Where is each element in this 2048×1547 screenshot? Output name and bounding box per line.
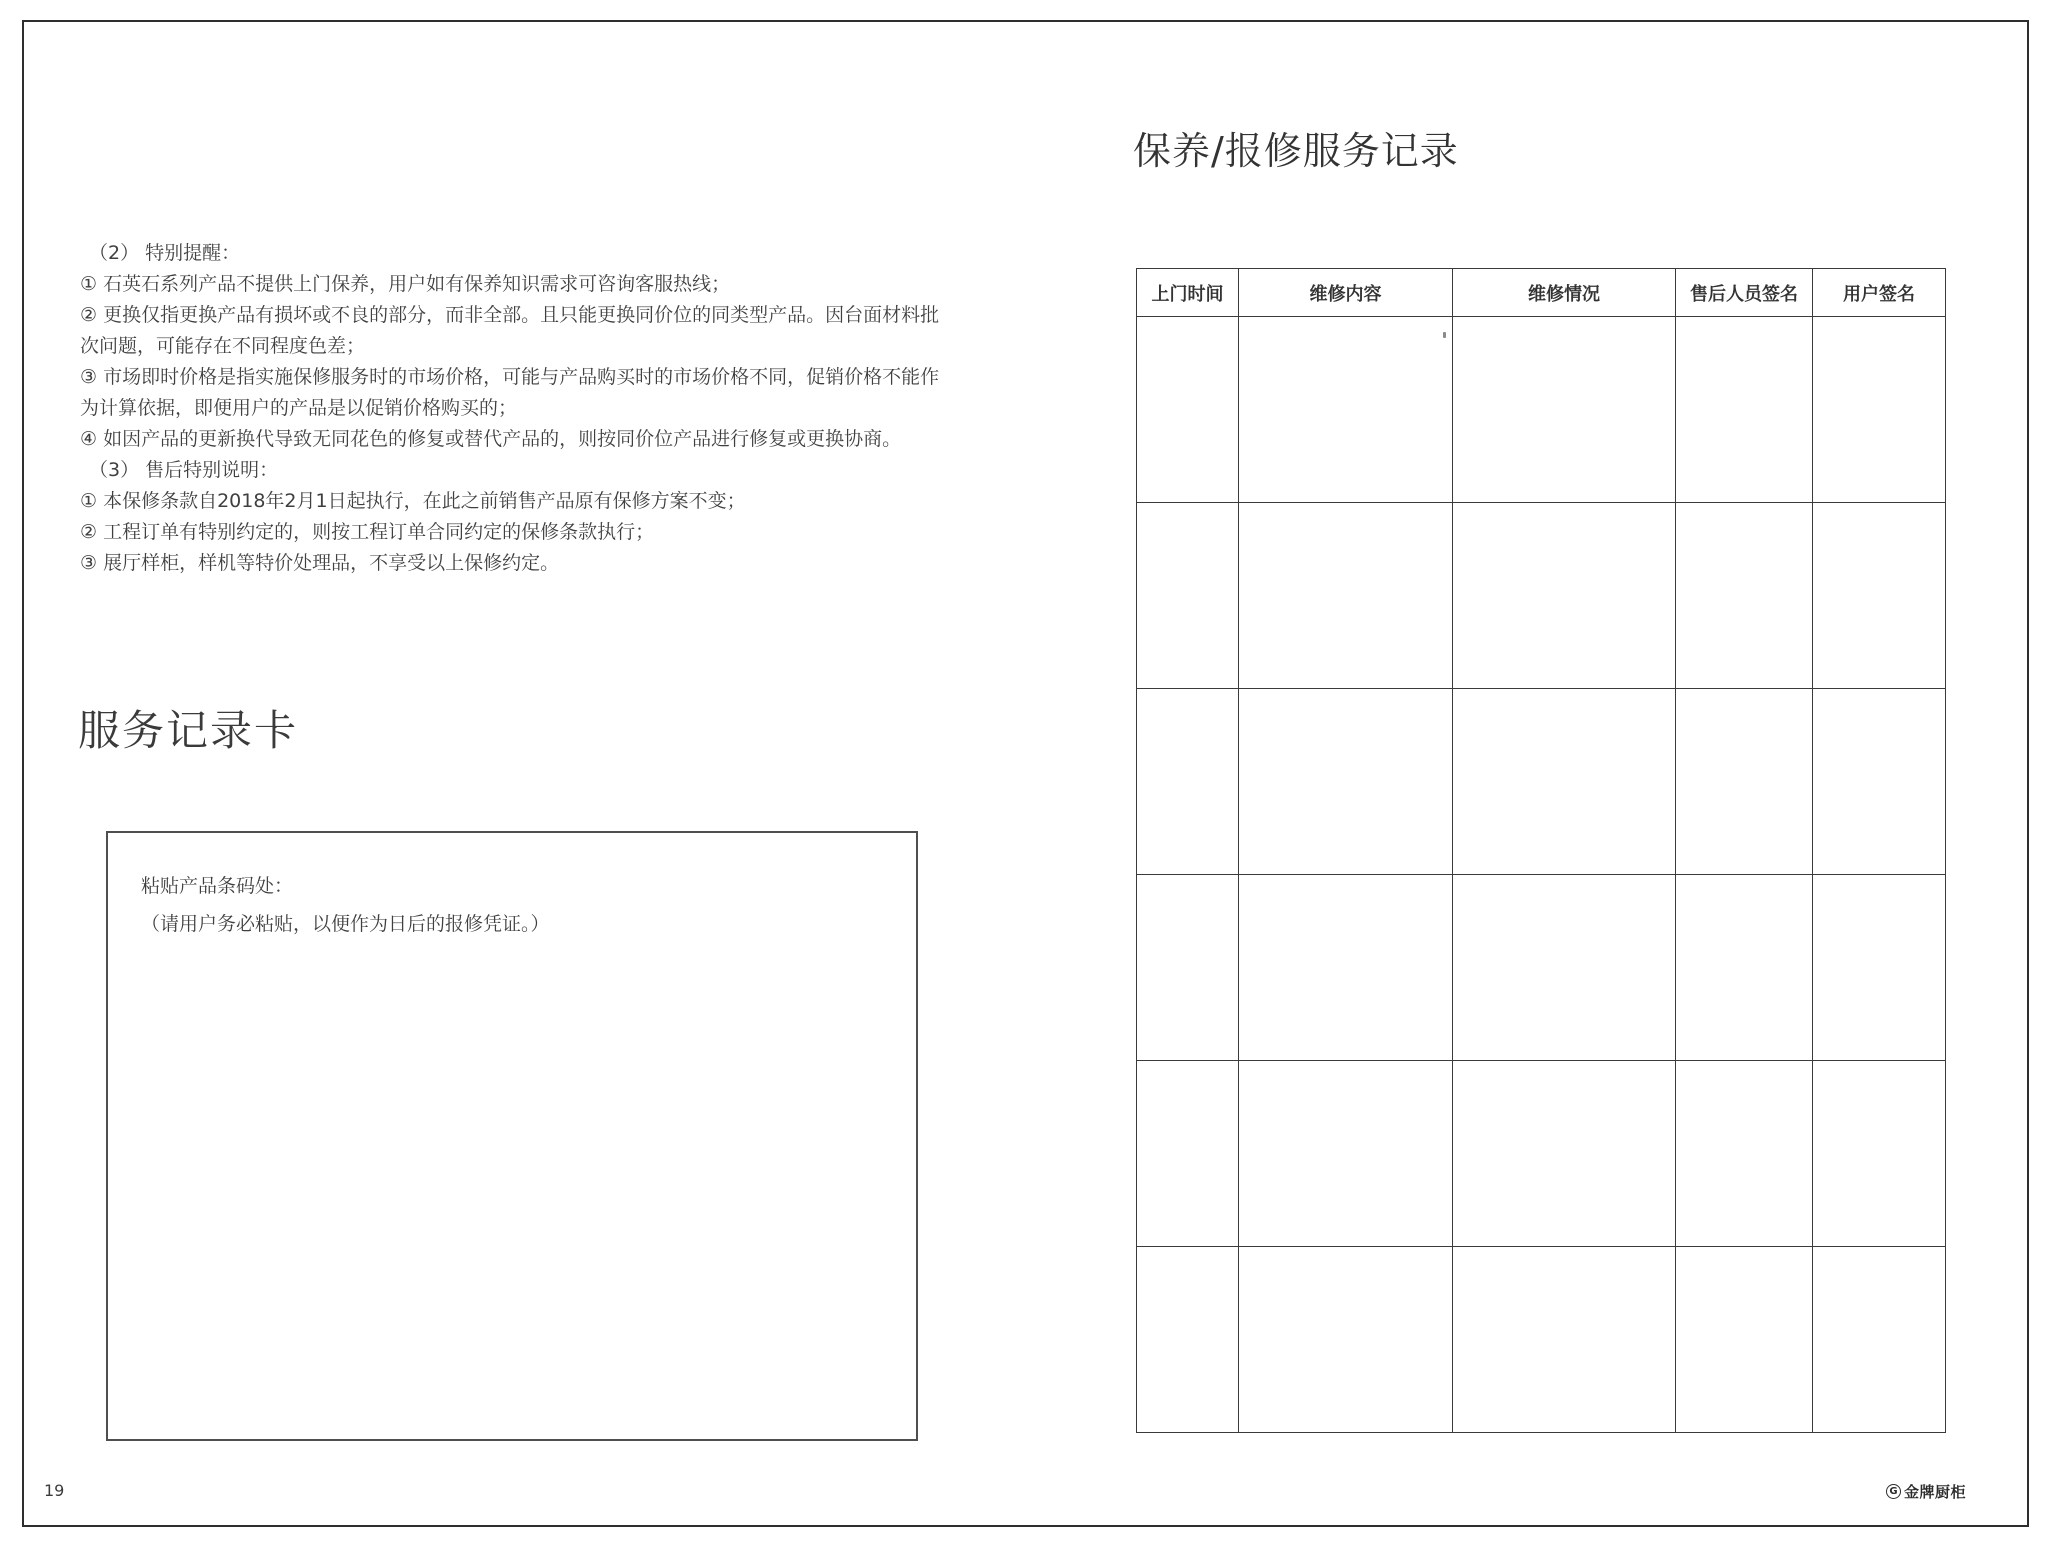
table-cell — [1453, 875, 1676, 1061]
table-cell — [1453, 503, 1676, 689]
table-header-cell: 维修内容 — [1239, 269, 1453, 317]
table-cell — [1453, 689, 1676, 875]
table-cell — [1137, 503, 1239, 689]
table-cell — [1137, 317, 1239, 503]
table-cell — [1239, 1247, 1453, 1433]
notes-line: ① 石英石系列产品不提供上门保养，用户如有保养知识需求可咨询客服热线； — [80, 273, 731, 295]
service-table-body — [1137, 317, 1946, 1433]
table-cell — [1676, 875, 1813, 1061]
table-header-cell: 售后人员签名 — [1676, 269, 1813, 317]
table-cell — [1676, 1061, 1813, 1247]
notes-line: ② 工程订单有特别约定的，则按工程订单合同约定的保修条款执行； — [80, 521, 655, 543]
brand-name: 金牌厨柜 — [1904, 1483, 1967, 1501]
brand-g-icon: G — [1886, 1484, 1901, 1499]
table-cell — [1453, 1247, 1676, 1433]
table-row — [1137, 1061, 1946, 1247]
table-header-cell: 用户签名 — [1813, 269, 1946, 317]
table-cell — [1813, 1061, 1946, 1247]
service-record-card-heading: 服务记录卡 — [78, 706, 299, 755]
barcode-box-note: （请用户务必粘贴，以便作为日后的报修凭证。） — [141, 913, 550, 935]
table-cell — [1453, 317, 1676, 503]
table-cell — [1137, 875, 1239, 1061]
brand-logo — [1886, 1481, 1966, 1502]
table-cell — [1813, 1247, 1946, 1433]
notes-block — [80, 238, 960, 579]
table-cell — [1239, 875, 1453, 1061]
table-row — [1137, 503, 1946, 689]
table-cell — [1676, 503, 1813, 689]
table-row — [1137, 1247, 1946, 1433]
table-cell — [1676, 1247, 1813, 1433]
notes-line: （3） 售后特别说明： — [89, 459, 279, 481]
maintenance-record-title: 保养/报修服务记录 — [1133, 129, 1459, 173]
table-cell — [1813, 317, 1946, 503]
notes-line: ① 本保修条款自2018年2月1日起执行，在此之前销售产品原有保修方案不变； — [80, 490, 746, 512]
page-number: 19 — [44, 1481, 65, 1500]
barcode-box-label: 粘贴产品条码处： — [141, 875, 294, 897]
table-cell — [1453, 1061, 1676, 1247]
barcode-box-inner — [108, 833, 916, 943]
table-cell — [1813, 503, 1946, 689]
table-cell — [1239, 317, 1453, 503]
table-cell — [1137, 1247, 1239, 1433]
notes-line: ③ 市场即时价格是指实施保修服务时的市场价格，可能与产品购买时的市场价格不同，促销价格不能作 — [80, 366, 940, 388]
table-header-cell: 上门时间 — [1137, 269, 1239, 317]
table-cell — [1137, 1061, 1239, 1247]
table-cell — [1676, 317, 1813, 503]
notes-line: 为计算依据，即便用户的产品是以促销价格购买的； — [80, 397, 518, 419]
table-cell — [1813, 875, 1946, 1061]
table-row — [1137, 689, 1946, 875]
table-cell — [1239, 1061, 1453, 1247]
notes-line: ③ 展厅样柜，样机等特价处理品，不享受以上保修约定。 — [80, 552, 560, 574]
service-table-header-row — [1137, 269, 1946, 317]
table-row — [1137, 875, 1946, 1061]
print-artifact-dot — [1443, 332, 1446, 338]
service-table — [1136, 268, 1946, 1433]
table-cell — [1813, 689, 1946, 875]
notes-line: （2） 特别提醒： — [89, 242, 241, 264]
table-cell — [1137, 689, 1239, 875]
table-cell — [1676, 689, 1813, 875]
notes-line: ④ 如因产品的更新换代导致无同花色的修复或替代产品的，则按同价位产品进行修复或更换协商。 — [80, 428, 902, 450]
table-cell — [1239, 689, 1453, 875]
barcode-box — [106, 831, 918, 1441]
notes-line: ② 更换仅指更换产品有损坏或不良的部分，而非全部。且只能更换同价位的同类型产品。因台面材料批 — [80, 304, 940, 326]
notes-line: 次问题，可能存在不同程度色差； — [80, 335, 366, 357]
table-row — [1137, 317, 1946, 503]
table-header-cell: 维修情况 — [1453, 269, 1676, 317]
table-cell — [1239, 503, 1453, 689]
